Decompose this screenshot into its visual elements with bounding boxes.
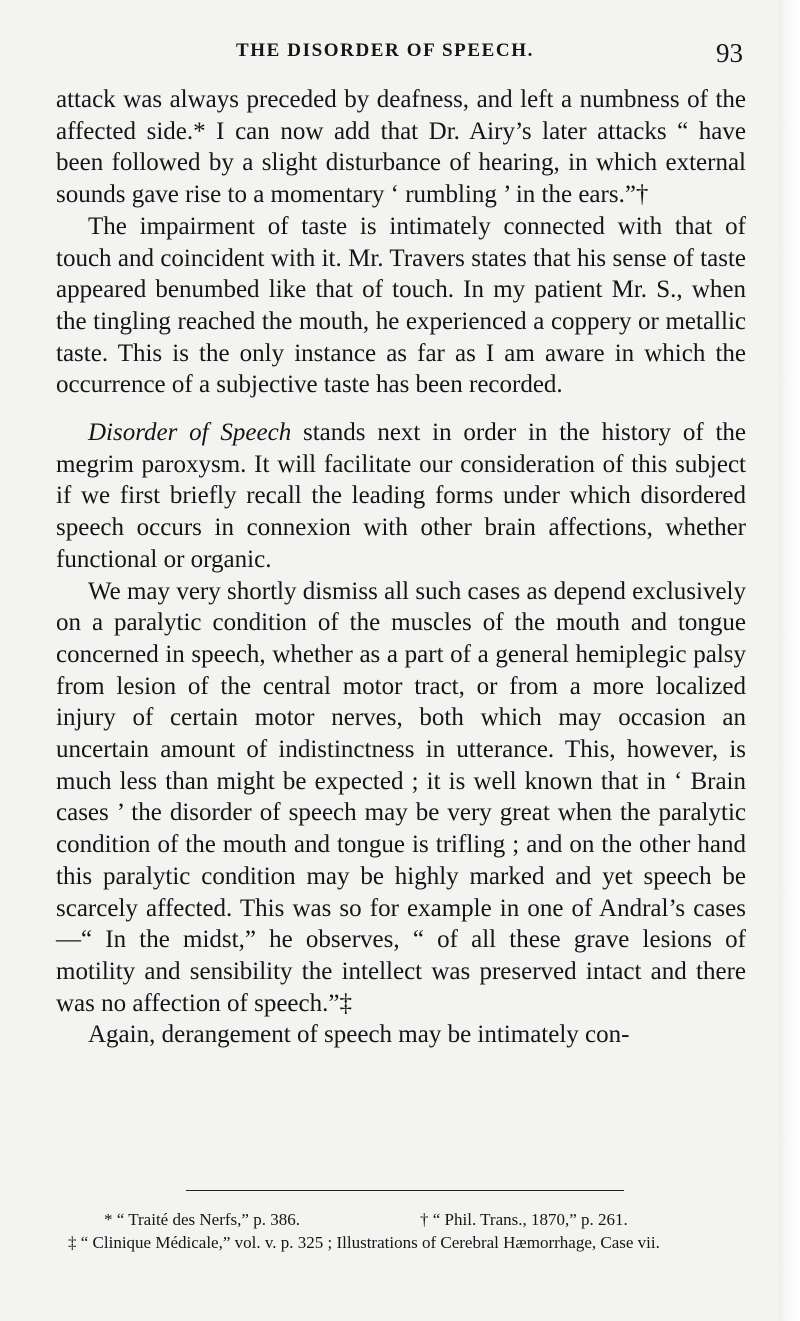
footnote-rule	[186, 1190, 624, 1191]
running-head: THE DISORDER OF SPEECH.	[236, 40, 534, 61]
paragraph-paralytic: We may very shortly dismiss all such cases as depend exclusively on a paralytic condition of the muscles of the mouth and tongue concerned in speech, whether as a part of a general hemiplegic palsy from lesion of the central motor tract, or from a more localized injury of certain motor nerves, both which may occasion an uncertain amount of indistinctness in utterance. This, however, is much less than might be expected ; it is well known that in ‘ Brain cases ’ the disorder of speech may be very great when the paralytic condition of the mouth and tongue is trifling ; and on the other hand this paralytic condition may be highly marked and yet speech be scarcely affected. This was so for example in one of Andral’s cases—“ In the midst,” he observes, “ of all these grave lesions of motility and sensibility the intellect was preserved intact and there was no affection of speech.”‡	[56, 577, 746, 1017]
paragraph-continuation: attack was always preceded by deafness, and left a numbness of the affected side.* I can now add that Dr. Airy’s later attacks “ have been followed by a slight disturbance of hearing, in which external sounds gave rise to a momentary ‘ rumbling ’ in the ears.”†	[56, 86, 746, 209]
section-run-in-heading: Disorder of Speech	[88, 419, 292, 447]
body-text	[56, 84, 746, 1051]
footnotes	[56, 1208, 746, 1254]
footnote-double-dagger: ‡ “ Clinique Médicale,” vol. v. p. 325 ; Illustrations of Cerebral Hæmorrhage, Case vii.	[68, 1233, 660, 1252]
paragraph-taste: The impairment of taste is intimately connected with that of touch and coincident with it. Mr. Travers states that his sense of taste appeared benumbed like that of touch. In my patient Mr. S., when the tingling reached the mouth, he experienced a coppery or metallic taste. This is the only instance as far as I am aware in which the occurrence of a subjective taste has been recorded.	[56, 212, 746, 399]
footnote-star: * “ Traité des Nerfs,” p. 386.	[104, 1210, 300, 1229]
paragraph-disorder-text: stands next in order in the history of the megrim paroxysm. It will facilitate our consideration of this subject if we first briefly recall the leading forms under which disordered speech occurs in connexion with other brain affections, whether functional or organic.	[56, 419, 746, 573]
page-edge-shadow	[778, 0, 800, 1321]
footnote-dagger: † “ Phil. Trans., 1870,” p. 261.	[420, 1210, 628, 1229]
footnote-row	[56, 1208, 746, 1231]
paragraph-again: Again, derangement of speech may be intimately con-	[88, 1021, 630, 1049]
paragraph-disorder-of-speech	[56, 417, 746, 576]
page-header	[0, 38, 800, 78]
page-number: 93	[716, 38, 743, 68]
